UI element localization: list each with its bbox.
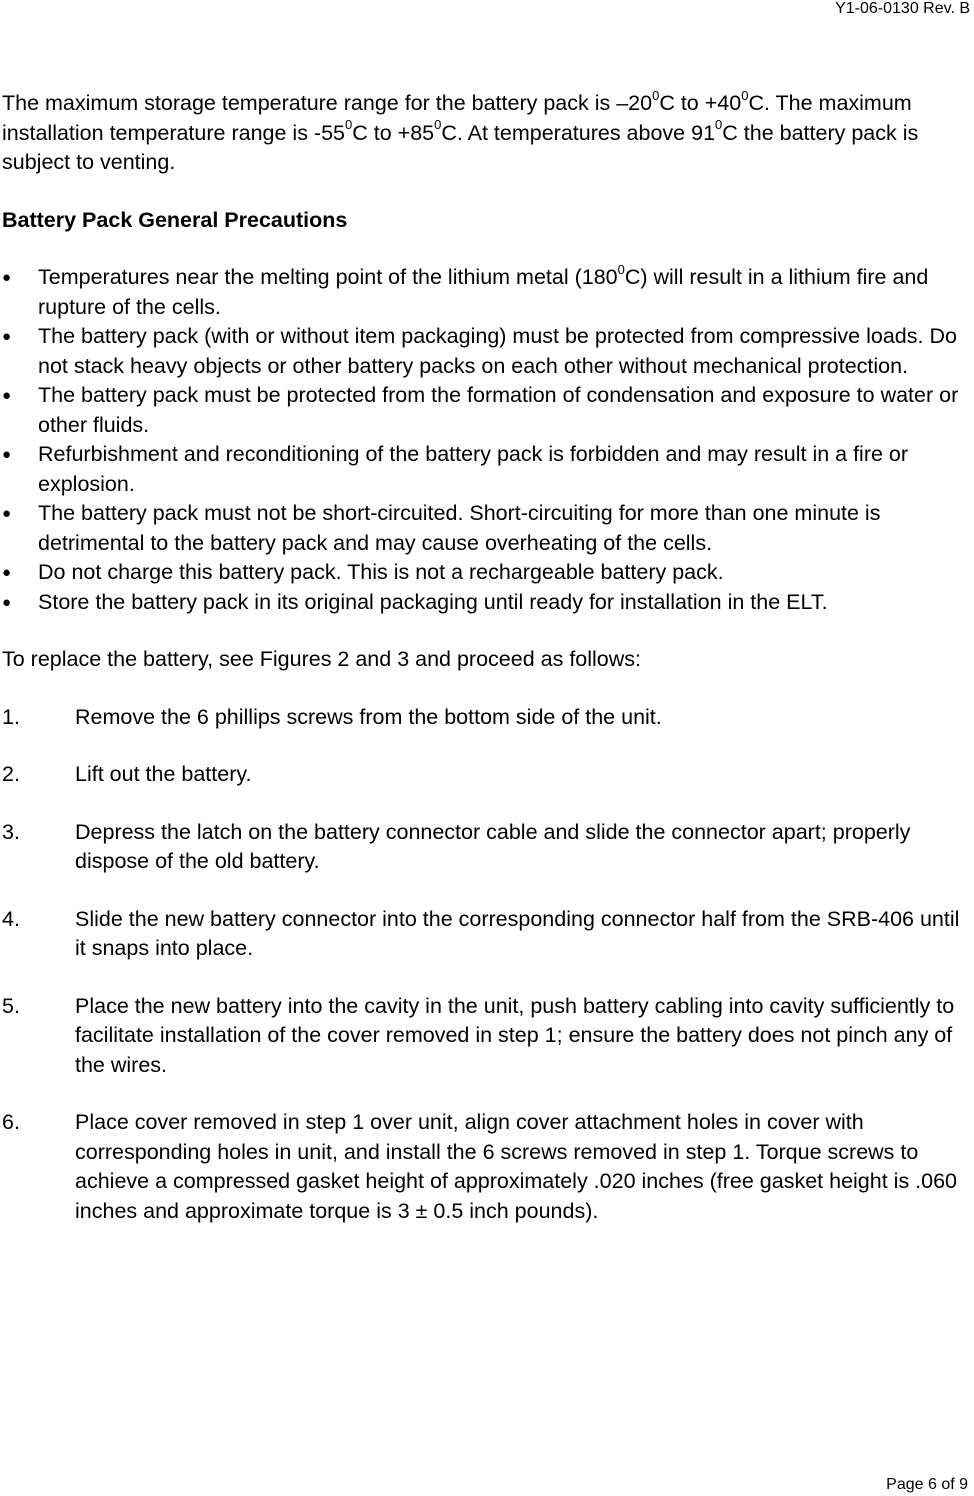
step-item (2, 818, 968, 877)
step-item (2, 760, 968, 790)
step-item (2, 703, 968, 733)
bullet-icon: ● (2, 505, 12, 522)
section-heading: Battery Pack General Precautions (2, 207, 348, 232)
document-id: Y1-06-0130 Rev. B (835, 0, 970, 17)
step-text: Slide the new battery connector into the corresponding connector half from the SRB-406 until it snaps into place. (75, 906, 960, 960)
text-run: C) will result in a lithium fire and rupture of the cells. (38, 265, 929, 319)
list-item (2, 322, 968, 381)
step-text: Lift out the battery. (75, 762, 252, 786)
step-item (2, 905, 968, 964)
step-number: 5. (2, 993, 20, 1018)
superscript: 0 (715, 117, 723, 133)
bullet-icon: ● (2, 269, 12, 286)
bullet-icon: ● (2, 593, 12, 611)
text-run: The maximum storage temperature range for the battery pack is –20 (2, 91, 653, 115)
text-run: Temperatures near the melting point of the lithium metal (180 (38, 265, 618, 289)
step-item (2, 992, 968, 1081)
bullet-icon: ● (2, 446, 12, 463)
list-item (2, 499, 968, 558)
superscript: 0 (617, 261, 625, 277)
step-text: Depress the latch on the battery connector cable and slide the connector apart; properly dispose of the old battery. (75, 819, 911, 873)
temperature-paragraph (2, 89, 968, 178)
list-item-text: Do not charge this battery pack. This is not a rechargeable battery pack. (38, 560, 724, 584)
bullet-icon: ● (2, 564, 12, 581)
list-item (2, 588, 968, 618)
text-run: C. At temperatures above 91 (441, 120, 716, 145)
step-number: 6. (2, 1110, 20, 1134)
text-run: C to +40 (659, 91, 742, 115)
list-item (2, 440, 968, 499)
list-item (2, 558, 968, 588)
superscript: 0 (345, 117, 353, 133)
step-text: Place the new battery into the cavity in the unit, push battery cabling into cavity sufficiently to facilitate installation of the cover removed in step 1; ensure the battery does not pinch any of the wires. (75, 993, 955, 1077)
page-body (2, 89, 968, 1254)
text-run: C to +85 (352, 120, 435, 145)
list-item-text: Store the battery pack in its original packaging until ready for installation in the ELT. (38, 589, 828, 614)
list-item-text: Refurbishment and reconditioning of the battery pack is forbidden and may result in a fire or explosion. (38, 442, 909, 496)
procedure-steps (2, 703, 968, 1227)
procedure-lead-in: To replace the battery, see Figures 2 and 3 and proceed as follows: (2, 647, 642, 671)
superscript: 0 (434, 117, 442, 133)
superscript: 0 (652, 87, 660, 103)
list-item-text: The battery pack (with or without item packaging) must be protected from compressive loads. Do not stack heavy objects or other battery packs on each other without mechanical protection. (38, 324, 957, 378)
list-item (2, 263, 968, 322)
step-number: 3. (2, 819, 20, 844)
step-text: Place cover removed in step 1 over unit, align cover attachment holes in cover with corresponding holes in unit, and install the 6 screws removed in step 1. Torque screws to achieve a compressed gasket height of approximately .020 inches (free gasket height is .060 inches and approximate torque is 3 ± 0.5 inch pounds). (75, 1110, 958, 1223)
bullet-icon: ● (2, 328, 12, 345)
text-run: C. The maximum installation temperature range is -55 (2, 91, 912, 145)
superscript: 0 (741, 87, 749, 103)
step-item (2, 1108, 968, 1226)
page-number: Page 6 of 9 (886, 1476, 968, 1493)
list-item-text: The battery pack must not be short-circuited. Short-circuiting for more than one minute is detrimental to the battery pack and may cause overheating of the cells. (38, 501, 881, 555)
text-run: C the battery pack is subject to venting. (2, 120, 919, 174)
step-text: Remove the 6 phillips screws from the bottom side of the unit. (75, 704, 662, 729)
step-number: 4. (2, 906, 20, 931)
precautions-list (2, 263, 968, 617)
step-number: 2. (2, 762, 20, 786)
step-number: 1. (2, 704, 20, 729)
list-item (2, 381, 968, 440)
bullet-icon: ● (2, 387, 12, 404)
list-item-text: The battery pack must be protected from the formation of condensation and exposure to water or other fluids. (38, 383, 959, 437)
